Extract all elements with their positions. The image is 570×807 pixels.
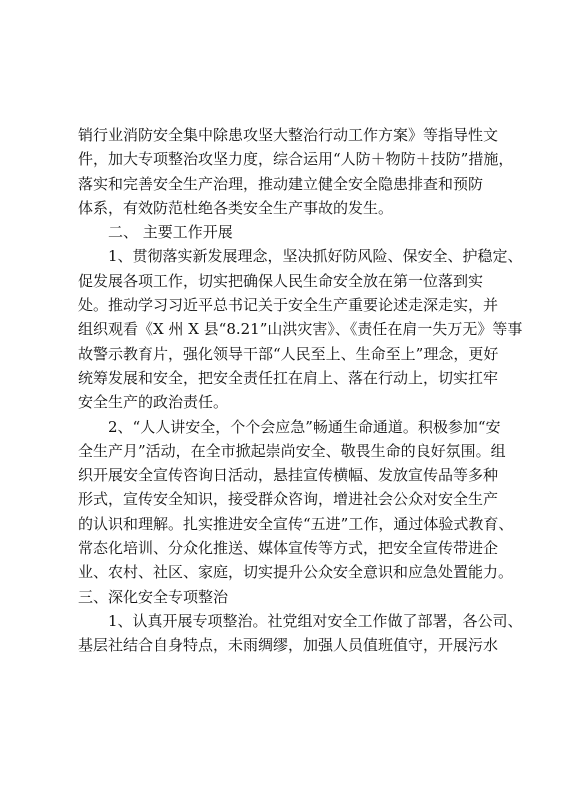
text-line: 落实和完善安全生产治理，推动建立健全安全隐患排查和预防 bbox=[78, 174, 484, 193]
text-line: 业、农村、社区、家庭，切实提升公众安全意识和应急处置能力。 bbox=[78, 563, 514, 582]
text-line: 三、深化安全专项整治 bbox=[78, 587, 229, 606]
text-line: 1、贯彻落实新发展理念，坚决抓好防风险、保安全、护稳定、 bbox=[108, 247, 523, 266]
text-line: 二、 主要工作开展 bbox=[108, 223, 233, 242]
text-line: 2、“人人讲安全，个个会应急”畅通生命通道。积极参加“安 bbox=[108, 417, 501, 436]
text-line: 织开展安全宣传咨询日活动，悬挂宣传横幅、发放宣传品等多种 bbox=[78, 466, 499, 485]
text-line: 基层社结合自身特点，未雨绸缪，加强人员值班值守，开展污水 bbox=[78, 636, 499, 655]
text-line: 组织观看《X 州 X 县“8.21”山洪灾害》、《责任在肩一失万无》等事 bbox=[78, 320, 523, 339]
text-line: 常态化培训、分众化推送、媒体宣传等方式，把安全宣传带进企 bbox=[78, 539, 499, 558]
document-body bbox=[78, 123, 523, 658]
text-line: 体系，有效防范杜绝各类安全生产事故的发生。 bbox=[78, 198, 394, 217]
text-line: 促发展各项工作，切实把确保人民生命安全放在第一位落到实 bbox=[78, 271, 484, 290]
text-line: 形式，宣传安全知识，接受群众咨询，增进社会公众对安全生产 bbox=[78, 490, 499, 509]
text-line: 处。推动学习习近平总书记关于安全生产重要论述走深走实，并 bbox=[78, 296, 499, 315]
text-line: 1、认真开展专项整治。社党组对安全工作做了部署，各公司、 bbox=[108, 611, 523, 630]
text-line: 的认识和理解。扎实推进安全宣传“五进”工作，通过体验式教育、 bbox=[78, 514, 514, 533]
text-line: 安全生产的政治责任。 bbox=[78, 393, 229, 412]
text-line: 全生产月”活动，在全市掀起崇尚安全、敬畏生命的良好氛围。组 bbox=[78, 441, 506, 460]
text-line: 故警示教育片，强化领导干部“人民至上、生命至上”理念，更好 bbox=[78, 344, 499, 363]
text-line: 统筹发展和安全，把安全责任扛在肩上、落在行动上，切实扛牢 bbox=[78, 368, 499, 387]
text-line: 销行业消防安全集中除患攻坚大整治行动工作方案》等指导性文 bbox=[78, 126, 499, 144]
text-line: 件，加大专项整治攻坚力度，综合运用“人防＋物防＋技防”措施， bbox=[78, 150, 514, 169]
